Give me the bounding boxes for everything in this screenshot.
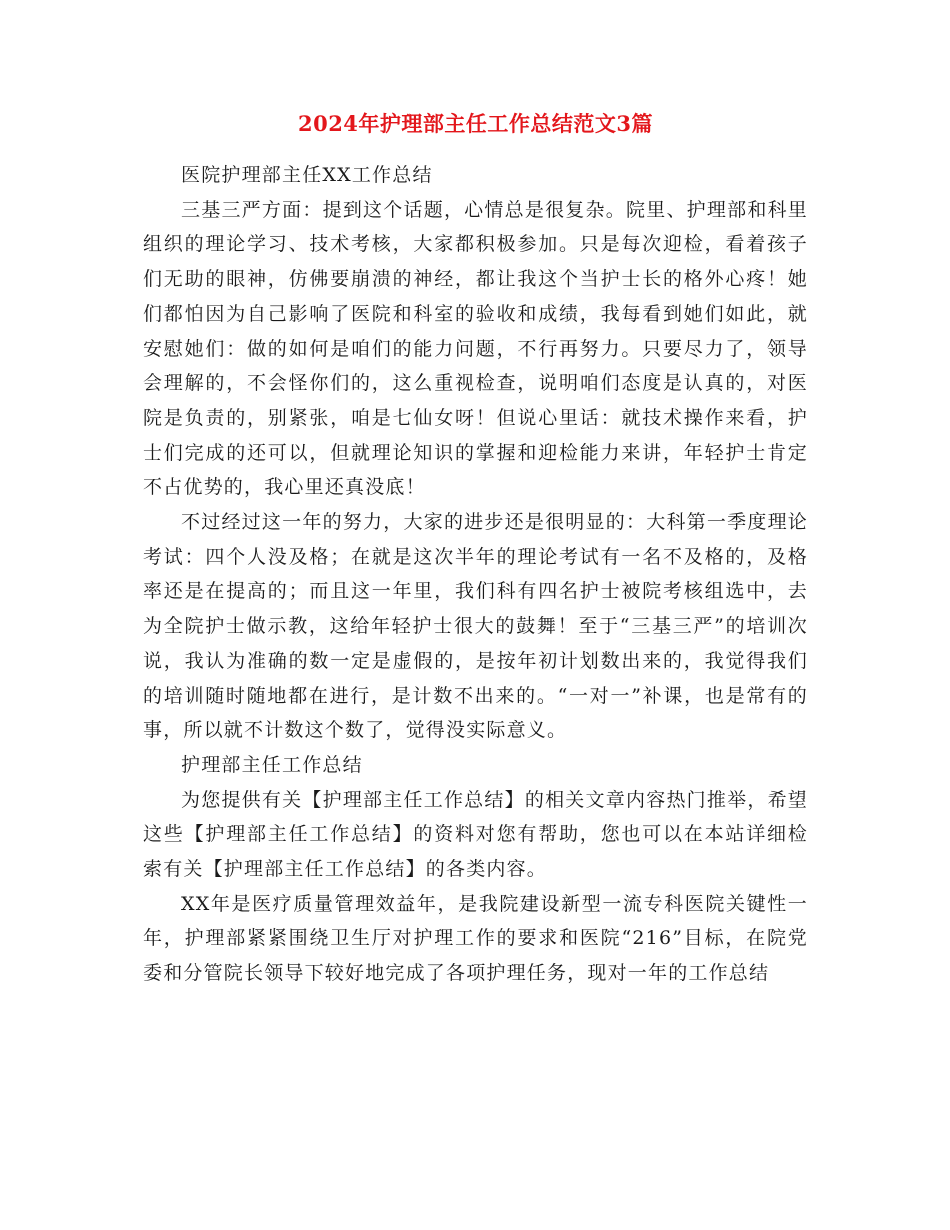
section-heading: 医院护理部主任XX工作总结: [181, 164, 433, 186]
paragraph: 为您提供有关【护理部主任工作总结】的相关文章内容热门推举，希望这些【护理部主任工作总结】的资料对您有帮助，您也可以在本站详细检索有关【护理部主任工作总结】的各类内容。: [143, 788, 808, 881]
section-heading: 护理部主任工作总结: [181, 753, 363, 776]
document-body: [143, 108, 808, 991]
document-title: 2024年护理部主任工作总结范文3篇: [297, 111, 654, 136]
paragraph: 不过经过这一年的努力，大家的进步还是很明显的：大科第一季度理论考试：四个人没及格；在就是这次半年的理论考试有一名不及格的，及格率还是在提高的；而且这一年里，我们科有四名护士被院考核组选中，去为全院护士做示教，这给年轻护士很大的鼓舞！至于“三基三严”的培训次说，我认为准确的数一定是虚假的，是按年初计划数出来的，我觉得我们的培训随时随地都在进行，是计数不出来的。“一对一”补课，也是常有的事，所以就不计数这个数了，觉得没实际意义。: [143, 511, 808, 742]
paragraph: 三基三严方面：提到这个话题，心情总是很复杂。院里、护理部和科里组织的理论学习、技术考核，大家都积极参加。只是每次迎检，看着孩子们无助的眼神，仿佛要崩溃的神经，都让我这个当护士长的格外心疼！她们都怕因为自己影响了医院和科室的验收和成绩，我每看到她们如此，就安慰她们：做的如何是咱们的能力问题，不行再努力。只要尽力了，领导会理解的，不会怪你们的，这么重视检查，说明咱们态度是认真的，对医院是负责的，别紧张，咱是七仙女呀！但说心里话：就技术操作来看，护士们完成的还可以，但就理论知识的掌握和迎检能力来讲，年轻护士肯定不占优势的，我心里还真没底！: [143, 198, 808, 499]
paragraph: XX年是医疗质量管理效益年，是我院建设新型一流专科医院关键性一年，护理部紧紧围绕卫生厅对护理工作的要求和医院“216”目标，在院党委和分管院长领导下较好地完成了各项护理任务，现对一年的工作总结: [143, 892, 808, 985]
